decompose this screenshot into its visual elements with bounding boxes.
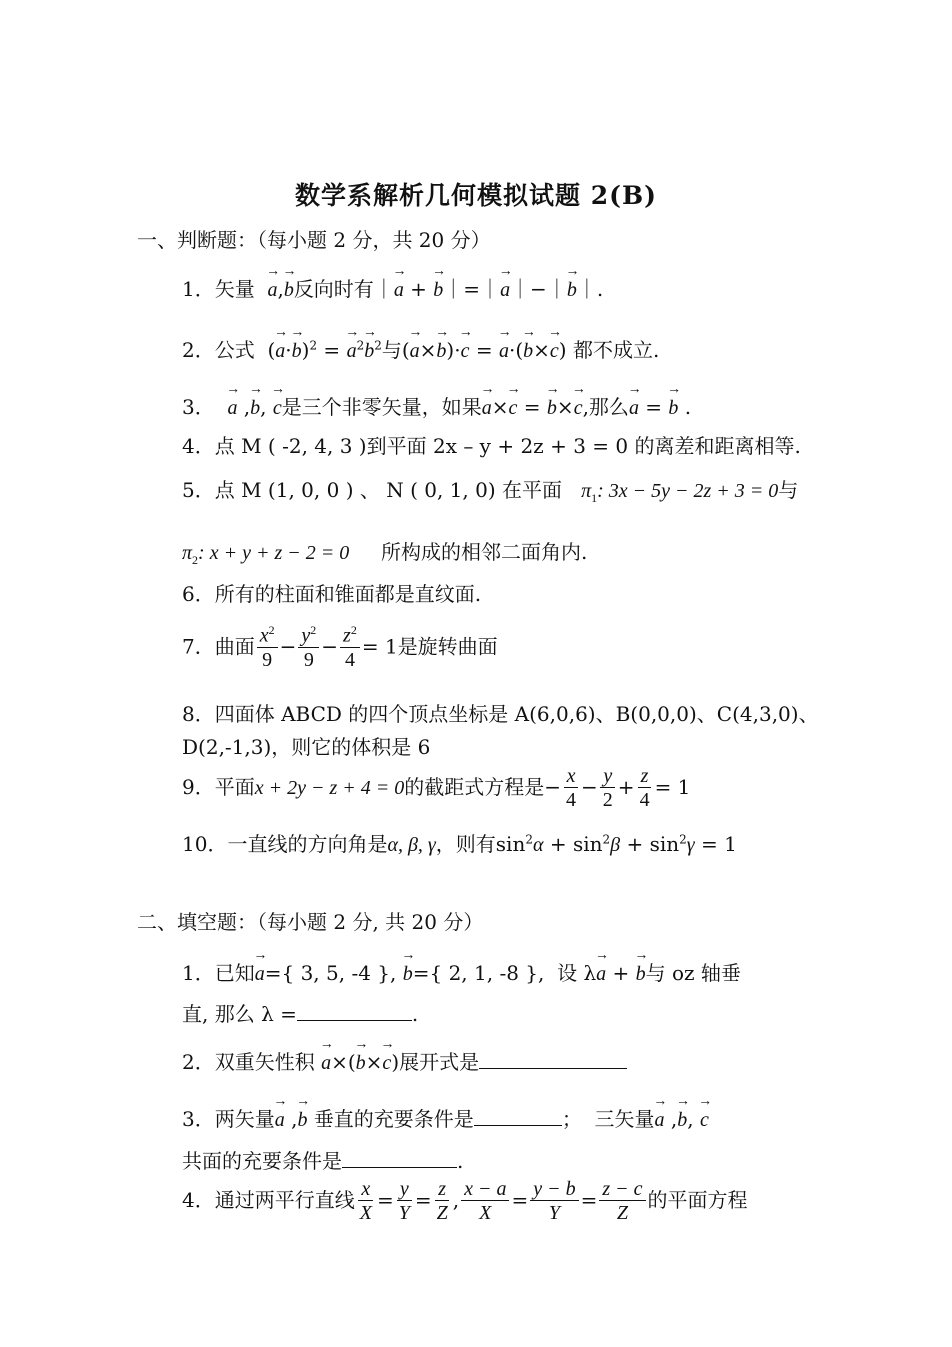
q-text: 是旋转曲面 — [397, 634, 498, 659]
q-text: 反向时有 — [293, 277, 374, 301]
q-number: 8． — [182, 702, 215, 726]
q-text: 设 λ — [557, 961, 597, 985]
q-text: 的平面方程 — [647, 1188, 748, 1212]
s1-q7: 7．曲面 $\frac{x^2}{9}$ − $\frac{y^2}{9}$ − $\frac{z^2}{4}$ = 1是旋转曲面 — [182, 623, 498, 671]
q-text: ={ 2, 1, -8 }, — [412, 961, 545, 985]
q-text: 公式 — [214, 338, 255, 362]
q-number: 2． — [182, 1050, 215, 1074]
s1-q2: 2．公式 (→ a·→ b)$^2$ = → $a^2\to b^2$与(→ a×→ b)·→ c = → a·(→ b×→ c) 都不成立. — [182, 333, 659, 363]
q-number: 1． — [182, 961, 215, 985]
answer-blank[interactable] — [297, 1000, 412, 1021]
q-number: 5． — [182, 478, 215, 502]
q-text: 双重矢性积 — [214, 1050, 315, 1074]
q-text: ； — [561, 1107, 582, 1131]
q-text: 与 — [381, 338, 402, 362]
q-text: . — [411, 1002, 419, 1026]
s2-q2: 2．双重矢性积 → a×(→ b×→ c)展开式是 — [182, 1045, 627, 1075]
q-text: 直, 那么 λ = — [182, 1002, 297, 1026]
s1-q6 — [182, 582, 481, 606]
q-text: 点 M (1, 0, 0 ) 、 N ( 0, 1, 0) 在平面 — [214, 478, 562, 502]
q-number: 7． — [182, 634, 215, 659]
q-text: 与 — [778, 478, 799, 502]
s2-q3-cont — [182, 1145, 463, 1174]
section2-heading: 二、填空题：（每小题 2 分, 共 20 分） — [137, 910, 484, 934]
s1-q5: 5．点 M (1, 0, 0 ) 、 N ( 0, 1, 0) 在平面 $\pi_1$: 3x − 5y − 2z + 3 = 0与 — [182, 478, 799, 505]
q-text: 四面体 ABCD 的四个顶点坐标是 A(6,0,6)、B(0,0,0)、C(4,3,0)、 — [214, 702, 819, 726]
q-text: 共面的充要条件是 — [182, 1149, 342, 1173]
q-text: 所有的柱面和锥面都是直纹面. — [214, 582, 482, 606]
s1-q3: 3． → a ,→ b, → c是三个非零矢量，如果→ a×→ c = → b×→ c,那么→ a = → b . — [182, 390, 691, 420]
answer-blank[interactable] — [474, 1105, 562, 1126]
s2-q1-cont — [182, 998, 418, 1027]
q-text: 展开式是 — [399, 1050, 480, 1074]
q-number: 3． — [182, 1107, 215, 1131]
section1-heading: 一、判断题：（每小题 2 分，共 20 分） — [137, 228, 491, 252]
q-text: . — [596, 277, 604, 301]
s1-q1: 1．矢量 → a,→ b反向时有｜→ a + → b｜=｜→ a｜−｜→ b｜. — [182, 272, 603, 302]
s1-q5-cont: $\pi_2$: x + y + z − 2 = 0 所构成的相邻二面角内. — [182, 540, 588, 567]
plane-equation: : 3x − 5y − 2z + 3 = 0 — [597, 480, 779, 502]
answer-blank[interactable] — [342, 1147, 457, 1168]
s1-q10: 10．一直线的方向角是α, β, γ，则有$\sin^2\alpha + \sin^2\beta + \sin^2\gamma = 1$ — [182, 832, 737, 856]
plane-equation: : x + y + z − 2 = 0 — [198, 542, 350, 564]
s1-q9: 9．平面x + 2y − z + 4 = 0的截距式方程是− $\frac{x}{4}$ − $\frac{y}{2}$ + $\frac{z}{4}$ = 1 — [182, 765, 691, 811]
exam-title: 数学系解析几何模拟试题 2(B) — [295, 181, 657, 210]
q-text: 的截距式方程是 — [404, 775, 545, 799]
q-number: 1． — [182, 277, 215, 301]
q-number: 3． — [182, 395, 215, 419]
q-text: 两矢量 — [214, 1107, 275, 1131]
q-text: 垂直的充要条件是 — [313, 1107, 474, 1131]
q-text: 通过两平行直线 — [214, 1188, 355, 1212]
q-text: 曲面 — [214, 634, 255, 659]
q-text: 矢量 — [214, 277, 255, 301]
q-text: 点 M ( -2, 4, 3 )到平面 2x – y + 2z + 3 = 0 的离差和距离相等. — [214, 434, 801, 458]
q-number: 6． — [182, 582, 215, 606]
s2-q3: 3．两矢量→ a ,→ b 垂直的充要条件是 ； 三矢量→ a ,→ b, → c — [182, 1102, 709, 1132]
q-text: 已知 — [214, 961, 255, 985]
q-text: ,那么 — [582, 395, 629, 419]
q-text: 平面 — [214, 775, 255, 799]
s2-q4: 4．通过两平行直线 $\frac{x}{X}$ = $\frac{y}{Y}$ = $\frac{z}{Z}$ , $\frac{x - a}{X}$ = $\frac{y - b}{Y}$ = $\frac{z - c}{Z}$ 的平面方程 — [182, 1178, 748, 1224]
q-number: 10． — [182, 832, 228, 856]
q-text: 一直线的方向角是 — [227, 832, 388, 856]
s1-q4 — [182, 434, 801, 458]
s1-q8-cont: D(2,-1,3)，则它的体积是 6 — [182, 735, 431, 759]
q-number: 2． — [182, 338, 215, 362]
angles: α, β, γ — [387, 834, 436, 856]
q-text: ={ 3, 5, -4 }, — [264, 961, 397, 985]
q-number: 4． — [182, 434, 215, 458]
q-text: . — [457, 1149, 464, 1173]
s2-q1: 1．已知→ a={ 3, 5, -4 }, → b={ 2, 1, -8 }, 设 λ→ a + → b与 oz 轴垂 — [182, 956, 741, 986]
s1-q8 — [182, 702, 819, 726]
q-number: 9． — [182, 775, 215, 799]
q-text: 是三个非零矢量，如果 — [281, 395, 482, 419]
q-text: 与 oz 轴垂 — [645, 961, 741, 985]
plane-equation: x + 2y − z + 4 = 0 — [254, 777, 405, 799]
answer-blank[interactable] — [479, 1048, 627, 1069]
q-number: 4． — [182, 1188, 215, 1212]
q-text: 都不成立. — [572, 338, 660, 362]
q-text: ，则有 — [435, 832, 496, 856]
q-text: + — [612, 961, 630, 985]
q-text: 三矢量 — [594, 1107, 655, 1131]
q-text: 所构成的相邻二面角内. — [381, 540, 588, 564]
q-text: . — [684, 395, 692, 419]
